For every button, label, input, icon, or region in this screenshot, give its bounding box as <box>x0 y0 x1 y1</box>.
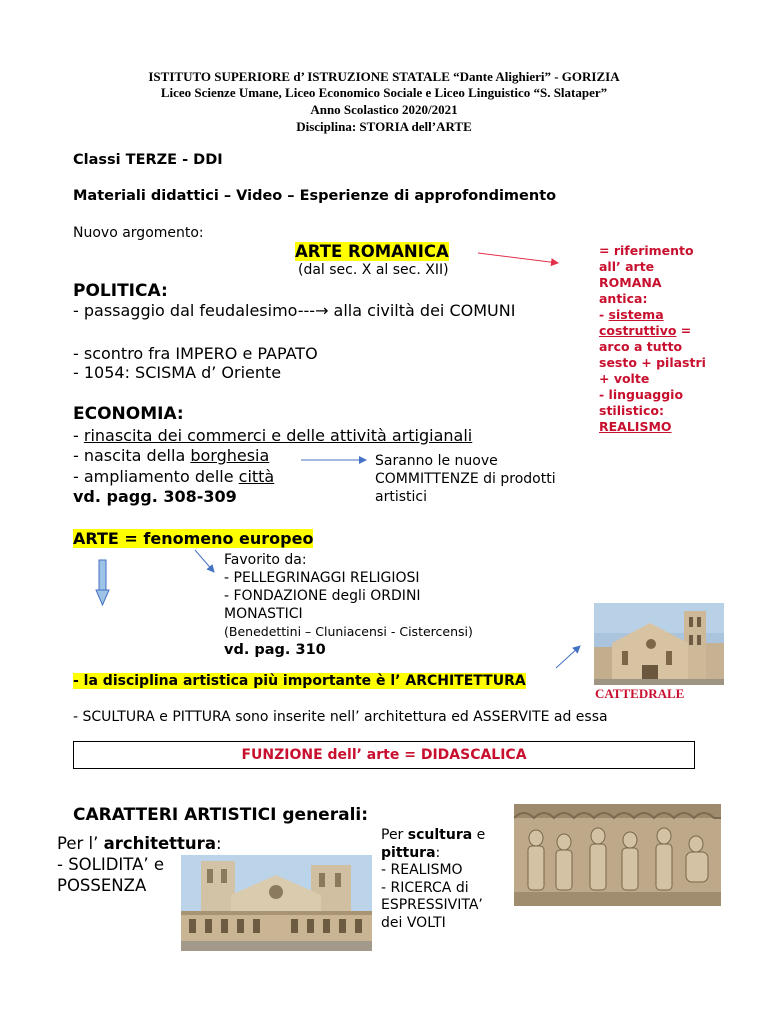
roman-reference-note: = riferimento all’ arte ROMANA antica: - sistema costruttivo = arco a tutto sesto + pilastri + volte - linguaggio stilistico: REALISMO <box>599 243 706 434</box>
economia-page-ref: vd. pagg. 308-309 <box>73 487 237 506</box>
caratteri-heading: CARATTERI ARTISTICI generali: <box>73 805 369 825</box>
economia-heading: ECONOMIA: <box>73 404 184 424</box>
arte-europeo-heading: ARTE = fenomeno europeo <box>73 529 314 548</box>
cattedrale-photo <box>594 603 724 685</box>
basilica-photo <box>181 855 372 951</box>
politica-heading: POLITICA: <box>73 281 168 301</box>
committenze-note: Saranno le nuove COMMITTENZE di prodotti artistici <box>375 453 556 505</box>
politica-item-scisma: - 1054: SCISMA d’ Oriente <box>73 363 282 382</box>
economia-item-commerci: - rinascita dei commerci e delle attività artigianali <box>73 426 473 445</box>
classi-label: Classi TERZE - DDI <box>73 152 223 168</box>
funzione-box: FUNZIONE dell’ arte = DIDASCALICA <box>73 741 695 769</box>
topic-dates: (dal sec. X al sec. XII) <box>298 262 449 278</box>
architettura-line: - la disciplina artistica più importante è l’ ARCHITETTURA <box>73 673 526 689</box>
discipline: Disciplina: STORIA dell’ARTE <box>296 119 472 134</box>
school-licei: Liceo Scienze Umane, Liceo Economico Sociale e Liceo Linguistico “S. Slataper” <box>160 85 608 100</box>
scultura-line: - SCULTURA e PITTURA sono inserite nell’ architettura ed ASSERVITE ad essa <box>73 709 608 725</box>
cattedrale-caption: CATTEDRALE <box>595 686 685 701</box>
arrow-to-cattedrale <box>556 646 580 668</box>
politica-item-impero: - scontro fra IMPERO e PAPATO <box>73 344 318 363</box>
architettura-characteristics: Per l’ architettura: - SOLIDITA’ e POSSENZA <box>57 834 222 895</box>
economia-item-citta: - ampliamento delle città <box>73 467 275 486</box>
materiali-label: Materiali didattici – Video – Esperienze di approfondimento <box>73 188 557 204</box>
relief-sculpture-photo <box>514 804 721 906</box>
topic-title: ARTE ROMANICA <box>295 242 449 261</box>
scultura-characteristics: Per scultura e pittura: - REALISMO - RICERCA di ESPRESSIVITA’ dei VOLTI <box>381 827 486 931</box>
nuovo-argomento-label: Nuovo argomento: <box>73 225 204 241</box>
arrow-to-favorito <box>195 550 214 572</box>
arrow-red-roman <box>478 253 558 263</box>
economia-item-borghesia: - nascita della borghesia <box>73 446 270 465</box>
school-year: Anno Scolastico 2020/2021 <box>310 102 458 117</box>
down-arrow-icon <box>96 560 109 605</box>
favorito-list: Favorito da: - PELLEGRINAGGI RELIGIOSI - FONDAZIONE degli ORDINI MONASTICI (Benedettini – Cluniacensi - Cistercensi) vd. pag. 310 <box>224 552 473 658</box>
politica-item-feudalesimo: - passaggio dal feudalesimo---→ alla civiltà dei COMUNI <box>73 301 516 320</box>
school-name: ISTITUTO SUPERIORE d’ ISTRUZIONE STATALE “Dante Alighieri” - GORIZIA <box>148 69 620 84</box>
